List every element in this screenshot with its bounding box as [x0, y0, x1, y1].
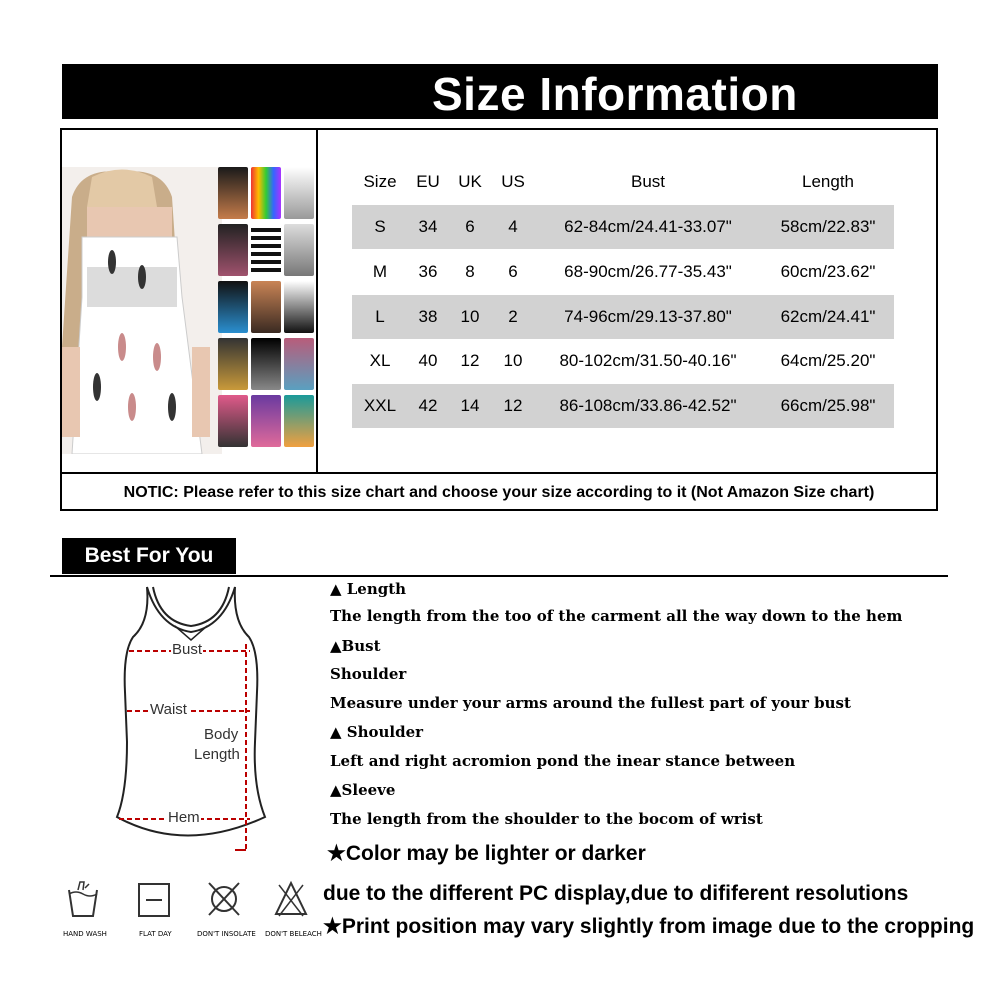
cell-size: L — [375, 307, 385, 326]
color-note: ★Color may be lighter or darker — [327, 842, 646, 865]
instruction-heading-length: ▲ Length — [330, 580, 407, 598]
cell-us: 6 — [508, 262, 518, 281]
swatch — [218, 338, 248, 390]
diagram-label-body: Body — [204, 726, 239, 743]
cell-bust: 86-108cm/33.86-42.52" — [559, 396, 737, 415]
care-label-do-not-bleach: DON'T BELEACH — [265, 930, 322, 938]
instruction-text: The length from the shoulder to the bocom of wrist — [330, 810, 763, 828]
swatch — [284, 167, 314, 219]
cell-bust: 68-90cm/26.77-35.43" — [564, 262, 732, 281]
title-bar — [62, 64, 938, 119]
header-us: US — [501, 172, 525, 191]
cell-length: 64cm/25.20" — [780, 351, 876, 370]
cell-eu: 42 — [418, 396, 438, 415]
cell-length: 58cm/22.83" — [780, 217, 876, 236]
header-bust: Bust — [630, 172, 666, 191]
care-label-flat-dry: FLAT DAY — [139, 930, 172, 938]
measurement-diagram — [105, 582, 280, 857]
instruction-text: The length from the too of the carment all the way down to the hem — [330, 607, 903, 625]
cell-eu: 40 — [418, 351, 438, 370]
cell-size: XL — [369, 351, 391, 370]
instruction-heading-bust: ▲Bust — [330, 637, 381, 655]
cell-us: 10 — [503, 351, 523, 370]
print-note: ★Print position may vary slightly from image due to the cropping — [323, 915, 975, 938]
frame-divider-vertical — [316, 128, 318, 473]
swatch — [284, 395, 314, 447]
cell-us: 4 — [508, 217, 518, 236]
instruction-heading-sleeve: ▲Sleeve — [330, 781, 396, 799]
swatch — [251, 281, 281, 333]
cell-length: 60cm/23.62" — [780, 262, 876, 281]
diagram-label-bust: Bust — [172, 641, 203, 658]
cell-uk: 6 — [465, 217, 475, 236]
cell-bust: 80-102cm/31.50-40.16" — [559, 351, 737, 370]
cell-uk: 14 — [460, 396, 480, 415]
swatch — [218, 167, 248, 219]
swatch — [251, 395, 281, 447]
display-note: due to the different PC display,due to dififerent resolutions — [323, 882, 909, 905]
model-illustration — [62, 167, 222, 454]
diagram-label-hem: Hem — [168, 809, 200, 826]
cell-uk: 8 — [465, 262, 475, 281]
swatch — [218, 224, 248, 276]
color-swatch-grid — [218, 167, 314, 454]
cell-size: M — [372, 262, 388, 281]
header-eu: EU — [416, 172, 440, 191]
cell-size: XXL — [363, 396, 397, 415]
cell-eu: 34 — [418, 217, 438, 236]
hand-wash-icon — [66, 880, 100, 920]
swatch — [284, 338, 314, 390]
best-for-you-tab: Best For You — [62, 538, 236, 574]
section-rule — [50, 575, 948, 577]
swatch — [284, 224, 314, 276]
flat-dry-icon — [137, 882, 171, 918]
cell-bust: 62-84cm/24.41-33.07" — [564, 217, 732, 236]
care-label-do-not-insolate: DON'T INSOLATE — [197, 930, 256, 938]
instruction-heading-shoulder: ▲ Shoulder — [330, 723, 424, 741]
cell-eu: 36 — [418, 262, 438, 281]
swatch — [251, 338, 281, 390]
care-label-hand-wash: HAND WASH — [63, 930, 107, 938]
cell-uk: 10 — [460, 307, 480, 326]
header-size: Size — [363, 172, 397, 191]
cell-size: S — [374, 217, 386, 236]
header-uk: UK — [458, 172, 482, 191]
instruction-text: Shoulder — [330, 665, 407, 683]
do-not-insolate-icon — [206, 880, 242, 918]
cell-us: 12 — [503, 396, 523, 415]
do-not-bleach-icon — [274, 880, 308, 918]
header-length: Length — [802, 172, 854, 191]
swatch — [284, 281, 314, 333]
cell-eu: 38 — [418, 307, 438, 326]
cell-bust: 74-96cm/29.13-37.80" — [564, 307, 732, 326]
diagram-label-length: Length — [194, 746, 240, 763]
cell-length: 62cm/24.41" — [780, 307, 876, 326]
page-title: Size Information — [432, 68, 798, 120]
swatch — [218, 395, 248, 447]
cell-us: 2 — [508, 307, 518, 326]
swatch — [251, 167, 281, 219]
instruction-text: Left and right acromion pond the inear stance between — [330, 752, 796, 770]
product-photo — [62, 167, 222, 454]
diagram-label-waist: Waist — [150, 701, 187, 718]
cell-length: 66cm/25.98" — [780, 396, 876, 415]
swatch — [251, 224, 281, 276]
size-notice: NOTIC: Please refer to this size chart and choose your size according to it (Not Amazon Size chart) — [123, 484, 875, 501]
instruction-text: Measure under your arms around the fullest part of your bust — [330, 694, 851, 712]
cell-uk: 12 — [460, 351, 480, 370]
swatch — [218, 281, 248, 333]
